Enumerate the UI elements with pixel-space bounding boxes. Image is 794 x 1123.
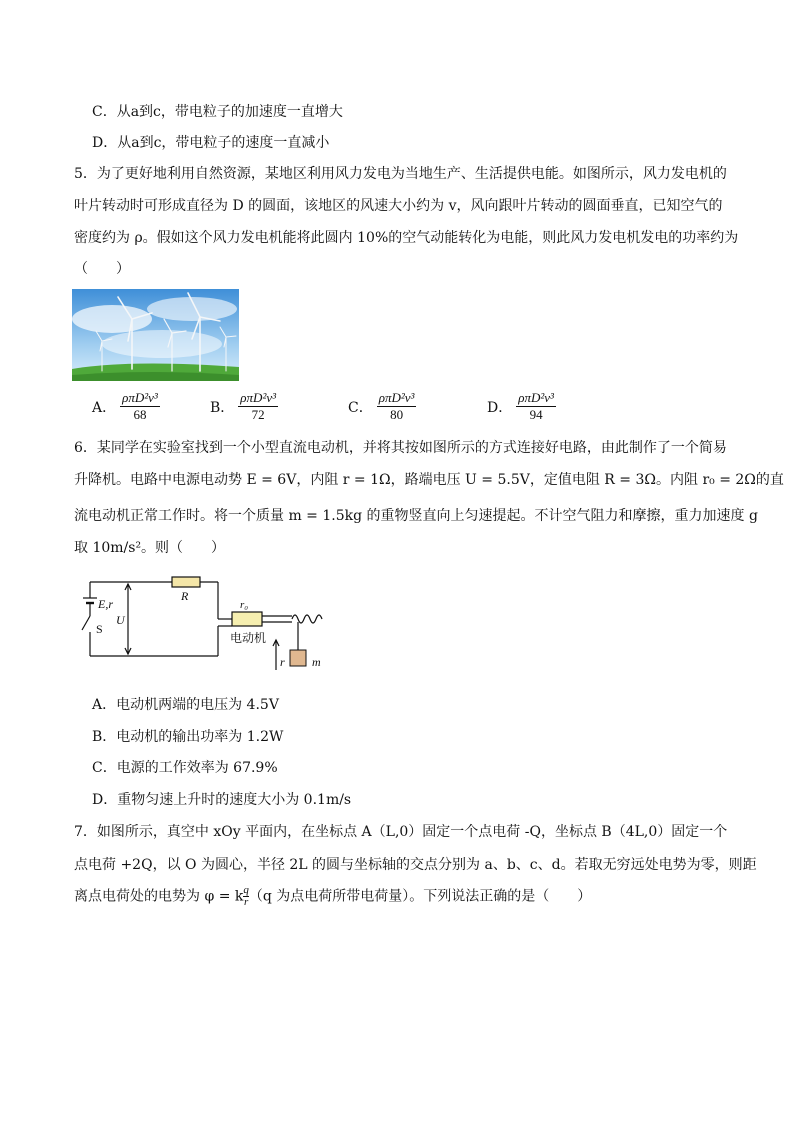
q4-option-d: D．从a到c，带电粒子的速度一直减小: [92, 135, 330, 151]
q4-option-c: C．从a到c，带电粒子的加速度一直增大: [92, 104, 343, 120]
label-m: m: [312, 655, 321, 669]
q7-line3-suffix: （q 为点电荷所带电荷量）。下列说法正确的是（ ）: [248, 888, 592, 905]
wind-turbine-photo: [72, 289, 239, 381]
option-fraction: $\frac{\text{ρπD²v³}}{80}$: [378, 390, 415, 422]
label-Er: E,r: [98, 597, 113, 611]
q6-stem-line2: 升降机。电路中电源电动势 E = 6V，内阻 r = 1Ω，路端电压 U = 5.5V，定值电阻 R = 3Ω。内阻 r₀ = 2Ω的直: [74, 472, 784, 488]
q5-option-c: [348, 390, 416, 423]
q5-stem-line2: 叶片转动时可形成直径为 D 的圆面，该地区的风速大小约为 v，风向跟叶片转动的圆面垂直，已知空气的: [74, 198, 723, 214]
q5-option-a: [92, 390, 160, 423]
q6-stem-line1: 6．某同学在实验室找到一个小型直流电动机，并将其按如图所示的方式连接好电路，由此制作了一个简易: [74, 440, 727, 456]
label-R: R: [181, 589, 189, 603]
circuit-diagram: [80, 570, 340, 680]
q5-option-d: [487, 390, 556, 423]
label-v: r: [280, 655, 285, 669]
potential-fraction: $\frac{q}{r}$: [243, 884, 249, 908]
q6-option-c: C．电源的工作效率为 67.9%: [92, 760, 278, 776]
option-fraction: $\frac{\text{ρπD²v³}}{72}$: [240, 390, 277, 422]
option-label: D．: [487, 399, 513, 416]
option-label: A．: [92, 399, 117, 416]
q5-option-b: [210, 390, 278, 423]
q6-option-b: B．电动机的输出功率为 1.2W: [92, 729, 284, 745]
label-r0: r₀: [240, 599, 249, 611]
q5-stem-line4: （ ）: [74, 261, 130, 277]
label-motor: 电动机: [230, 631, 267, 645]
q7-stem-line3: [74, 885, 591, 908]
label-S: S: [96, 622, 103, 636]
option-label: B．: [210, 399, 235, 416]
q6-option-a: A．电动机两端的电压为 4.5V: [92, 697, 279, 713]
option-fraction: $\frac{\text{ρπD²v³}}{68}$: [122, 390, 158, 422]
q6-stem-line4: 取 10m/s²。则（ ）: [74, 540, 226, 556]
q6-option-d: D．重物匀速上升时的速度大小为 0.1m/s: [92, 792, 352, 808]
q7-line3-prefix: 离点电荷处的电势为 φ = k: [74, 888, 244, 905]
q7-stem-line2: 点电荷 +2Q，以 O 为圆心，半径 2L 的圆与坐标轴的交点分别为 a、b、c、d。若取无穷远处电势为零，则距: [74, 857, 757, 873]
q6-stem-line3: 流电动机正常工作时。将一个质量 m = 1.5kg 的重物竖直向上匀速提起。不计空气阻力和摩擦，重力加速度 g: [74, 508, 758, 524]
q5-stem-line3: 密度约为 ρ。假如这个风力发电机能将此圆内 10%的空气动能转化为电能，则此风力发电机发电的功率约为: [74, 230, 739, 246]
option-fraction: $\frac{\text{ρπD²v³}}{94}$: [518, 390, 554, 422]
q5-stem-line1: 5．为了更好地利用自然资源，某地区利用风力发电为当地生产、生活提供电能。如图所示，风力发电机的: [74, 166, 727, 182]
option-label: C．: [348, 399, 373, 416]
q7-stem-line1: 7．如图所示，真空中 xOy 平面内，在坐标点 A（L,0）固定一个点电荷 -Q，坐标点 B（4L,0）固定一个: [74, 824, 728, 840]
label-U: U: [116, 613, 125, 627]
